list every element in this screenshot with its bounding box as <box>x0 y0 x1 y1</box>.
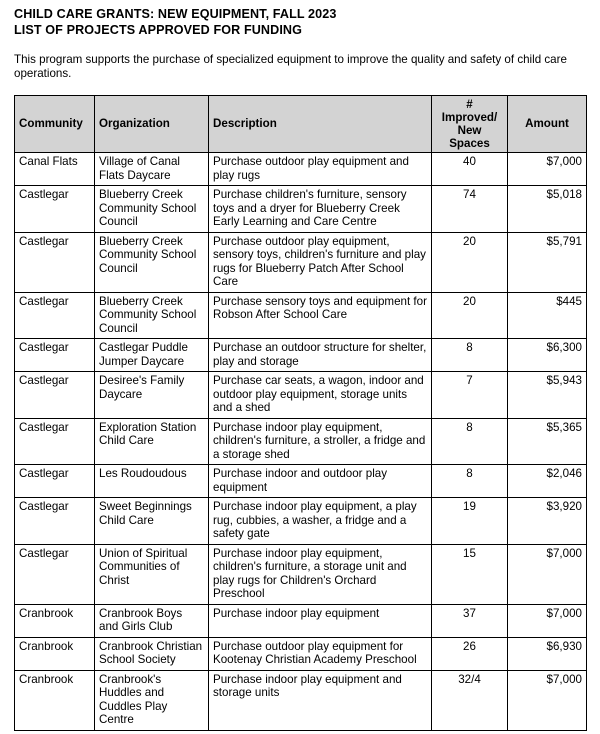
intro-paragraph: This program supports the purchase of specialized equipment to improve the quality and safety of child care operations. <box>14 53 567 80</box>
cell-amount: $445 <box>508 292 587 339</box>
cell-community: Castlegar <box>15 232 95 292</box>
table-row <box>15 637 587 670</box>
cell-community: Cranbrook <box>15 604 95 637</box>
projects-table <box>14 95 587 731</box>
cell-amount: $3,920 <box>508 498 587 545</box>
cell-description: Purchase indoor and outdoor play equipment <box>209 465 432 498</box>
header-spaces <box>432 96 508 153</box>
table-row <box>15 372 587 419</box>
cell-organization: Cranbrook Boys and Girls Club <box>95 604 209 637</box>
cell-spaces: 32/4 <box>432 670 508 730</box>
cell-spaces: 20 <box>432 292 508 339</box>
cell-organization: Blueberry Creek Community School Council <box>95 232 209 292</box>
table-row <box>15 232 587 292</box>
cell-spaces: 26 <box>432 637 508 670</box>
cell-description: Purchase car seats, a wagon, indoor and outdoor play equipment, storage units and a shed <box>209 372 432 419</box>
cell-spaces: 8 <box>432 339 508 372</box>
table-row <box>15 418 587 465</box>
cell-community: Castlegar <box>15 186 95 233</box>
cell-organization: Exploration Station Child Care <box>95 418 209 465</box>
cell-community: Castlegar <box>15 339 95 372</box>
title-line-2: LIST OF PROJECTS APPROVED FOR FUNDING <box>14 23 303 37</box>
cell-amount: $5,943 <box>508 372 587 419</box>
title-line-1: CHILD CARE GRANTS: NEW EQUIPMENT, FALL 2023 <box>14 7 337 21</box>
cell-community: Castlegar <box>15 544 95 604</box>
header-community: Community <box>15 96 95 153</box>
cell-organization: Village of Canal Flats Daycare <box>95 153 209 186</box>
table-row <box>15 604 587 637</box>
cell-spaces: 20 <box>432 232 508 292</box>
cell-amount: $7,000 <box>508 544 587 604</box>
cell-spaces: 19 <box>432 498 508 545</box>
cell-description: Purchase outdoor play equipment for Kootenay Christian Academy Preschool <box>209 637 432 670</box>
cell-organization: Blueberry Creek Community School Council <box>95 292 209 339</box>
header-row <box>15 96 587 153</box>
cell-spaces: 74 <box>432 186 508 233</box>
cell-amount: $5,791 <box>508 232 587 292</box>
header-organization: Organization <box>95 96 209 153</box>
cell-organization: Cranbrook's Huddles and Cuddles Play Centre <box>95 670 209 730</box>
cell-spaces: 7 <box>432 372 508 419</box>
header-spaces-line-3: New <box>457 124 482 137</box>
cell-description: Purchase indoor play equipment, a play rug, cubbies, a washer, a fridge and a safety gate <box>209 498 432 545</box>
cell-spaces: 15 <box>432 544 508 604</box>
cell-amount: $5,365 <box>508 418 587 465</box>
cell-organization: Desiree's Family Daycare <box>95 372 209 419</box>
cell-organization: Cranbrook Christian School Society <box>95 637 209 670</box>
cell-community: Cranbrook <box>15 670 95 730</box>
cell-spaces: 37 <box>432 604 508 637</box>
cell-description: Purchase sensory toys and equipment for Robson After School Care <box>209 292 432 339</box>
cell-spaces: 8 <box>432 418 508 465</box>
table-row <box>15 292 587 339</box>
cell-description: Purchase outdoor play equipment, sensory toys, children's furniture and play rugs for Blueberry Patch After School Care <box>209 232 432 292</box>
table-row <box>15 670 587 730</box>
table-body <box>15 153 587 731</box>
table-row <box>15 465 587 498</box>
cell-organization: Union of Spiritual Communities of Christ <box>95 544 209 604</box>
table-row <box>15 186 587 233</box>
cell-community: Cranbrook <box>15 637 95 670</box>
table-header <box>15 96 587 153</box>
table-row <box>15 544 587 604</box>
cell-organization: Sweet Beginnings Child Care <box>95 498 209 545</box>
table-row <box>15 339 587 372</box>
document-title <box>14 6 584 38</box>
cell-amount: $5,018 <box>508 186 587 233</box>
cell-spaces: 8 <box>432 465 508 498</box>
cell-community: Castlegar <box>15 498 95 545</box>
cell-amount: $2,046 <box>508 465 587 498</box>
cell-description: Purchase children's furniture, sensory toys and a dryer for Blueberry Creek Early Learning and Care Centre <box>209 186 432 233</box>
cell-description: Purchase outdoor play equipment and play rugs <box>209 153 432 186</box>
cell-amount: $6,300 <box>508 339 587 372</box>
cell-description: Purchase indoor play equipment, children's furniture, a storage unit and play rugs for Children's Orchard Preschool <box>209 544 432 604</box>
cell-community: Castlegar <box>15 372 95 419</box>
cell-description: Purchase indoor play equipment and storage units <box>209 670 432 730</box>
cell-amount: $6,930 <box>508 637 587 670</box>
cell-description: Purchase indoor play equipment, children's furniture, a stroller, a fridge and a storage shed <box>209 418 432 465</box>
cell-amount: $7,000 <box>508 670 587 730</box>
table-row <box>15 153 587 186</box>
cell-amount: $7,000 <box>508 153 587 186</box>
cell-community: Canal Flats <box>15 153 95 186</box>
cell-organization: Blueberry Creek Community School Council <box>95 186 209 233</box>
header-spaces-line-4: Spaces <box>449 137 490 150</box>
cell-amount: $7,000 <box>508 604 587 637</box>
cell-description: Purchase indoor play equipment <box>209 604 432 637</box>
table-row <box>15 498 587 545</box>
cell-organization: Les Roudoudous <box>95 465 209 498</box>
cell-organization: Castlegar Puddle Jumper Daycare <box>95 339 209 372</box>
header-amount: Amount <box>508 96 587 153</box>
cell-community: Castlegar <box>15 465 95 498</box>
header-spaces-line-2: Improved/ <box>441 111 498 124</box>
cell-community: Castlegar <box>15 292 95 339</box>
cell-description: Purchase an outdoor structure for shelter, play and storage <box>209 339 432 372</box>
header-spaces-line-1: # <box>466 98 473 111</box>
cell-spaces: 40 <box>432 153 508 186</box>
header-description: Description <box>209 96 432 153</box>
cell-community: Castlegar <box>15 418 95 465</box>
